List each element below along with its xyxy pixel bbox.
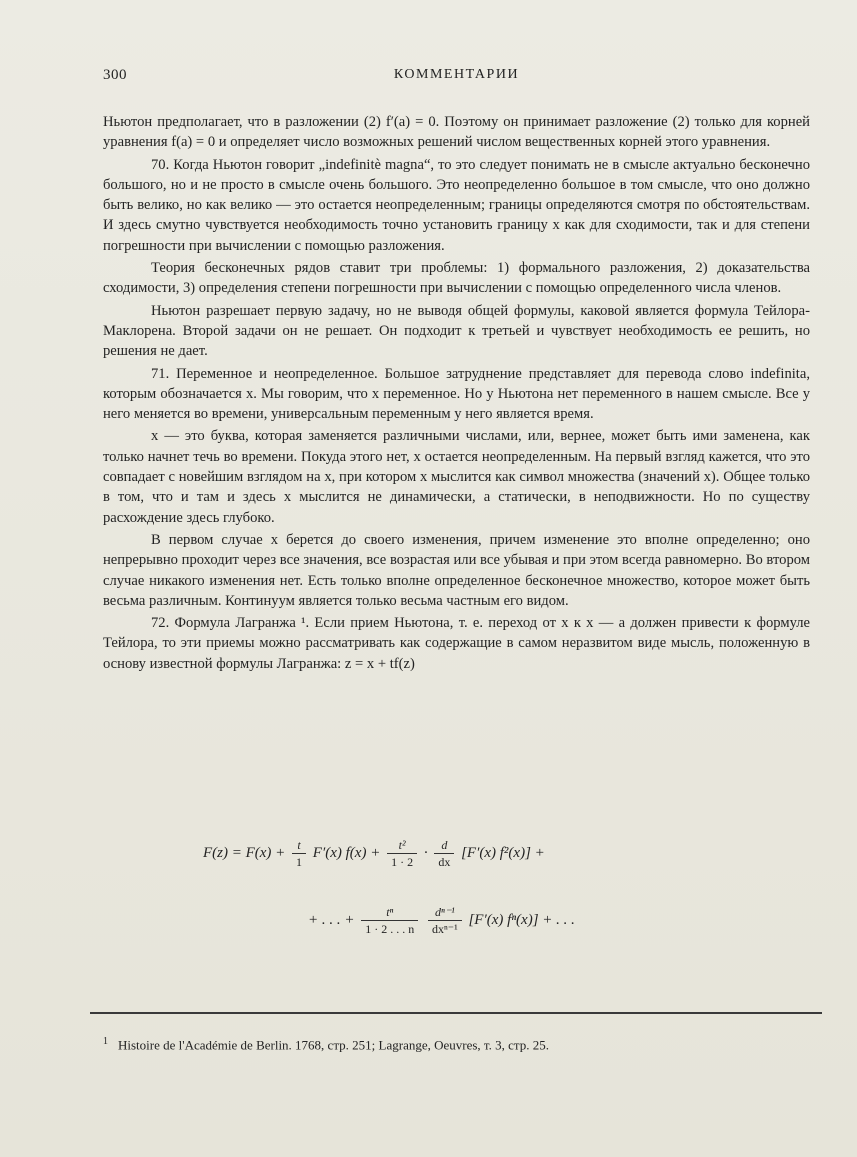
paragraph-intro: Ньютон предполагает, что в разложении (2) f′(a) = 0. Поэтому он принимает разложение (2) только для корней уравнения f(a) = 0 и определяет число возможных решений числом вещественных корней этого уравнения. (103, 114, 810, 151)
footnote (103, 1033, 810, 1054)
page-header (103, 67, 810, 91)
paragraph-newton-solution: Ньютон разрешает первую задачу, но не выводя общей формулы, каковой является формула Тейлора-Маклорена. Второй задачи он не решает. Он подходит к третьей и чувствует необходимость ее решить, но решения не дает. (103, 302, 810, 360)
formula-frac-t-1: $\frac{t}{1}$ (292, 837, 306, 870)
paragraph-70: 70. Когда Ньютон говорит „indefinitè magna“, то это следует понимать не в смысле актуально бесконечно большого, но и не просто в смысле очень большого. Это неопределенно большое в том смысле, что оно должно быть велико, но как велико — это остается неопределенным; границы определяются смотря по обстоятельствам. И здесь смутно чувствуется необходимость точно установить границу x как для сходимости, так и для степени погрешности при вычислении с помощью разложения. (103, 156, 810, 254)
paragraph-series-problems: Теория бесконечных рядов ставит три проблемы: 1) формального разложения, 2) доказательства сходимости, 3) определения степени погрешности при вычислении с помощью определенного числа членов. (103, 260, 810, 297)
paragraph-71: 71. Переменное и неопределенное. Большое затруднение представляет для перевода слово indefinita, которым обозначается x. Мы говорим, что x переменное. Но у Ньютона нет переменного в нашем смысле. Все у него меняется во времени, универсальным переменным у него является время. (103, 365, 810, 423)
paragraph-first-case: В первом случае x берется до своего изменения, причем изменение это вполне определенно; оно непрерывно проходит через все значения, все возрастая или все убывая и при этом всегда равномерно. Во втором случае никакого изменения нет. Есть только вполне определенное бесконечное множество, которое может быть весьма различным. Континуум является только весьма частным его видом. (103, 531, 810, 609)
formula-lhs: F(z) = F(x) + (203, 844, 286, 861)
lagrange-formula-line-2 (103, 900, 810, 960)
page-number: 300 (103, 67, 127, 83)
formula-mid: F′(x) f(x) + (312, 844, 381, 861)
formula-frac-tn: $\frac{\text{tⁿ}}{1 \cdot 2 . . . n}$ (361, 904, 418, 937)
formula-dot: · (423, 844, 428, 861)
lagrange-formula-line-1 (103, 833, 810, 893)
paragraph-72: 72. Формула Лагранжа ¹. Если прием Ньютона, т. е. переход от x к x — a должен привести к формуле Тейлора, то эти приемы можно рассматривать как содержащие в самом неразвитом виде мысль, положенную в основу известной формулы Лагранжа: z = x + tf(z) (103, 615, 810, 672)
footnote-text: Histoire de l'Académie de Berlin. 1768, стр. 251; Lagrange, Oeuvres, т. 3, стр. 25. (118, 1037, 549, 1053)
footnote-marker: 1 (103, 1036, 108, 1047)
formula-frac-t2-12: $\frac{\text{t²}}{1 \cdot 2}$ (387, 837, 417, 870)
paragraph-x-letter: x — это буква, которая заменяется различными числами, или, вернее, может быть ими заменена, как только начнет течь во времени. Покуда этого нет, x остается неопределенным. На первый взгляд кажется, что это совпадает с новейшим взглядом на x, при котором x мыслится как символ множества (значений x). Общее только в том, что и там и здесь x мыслится не динамически, а статически, в неподвижности. Но по существу расхождение здесь глубоко. (103, 428, 810, 526)
formula-rhs-2: [F′(x) fⁿ(x)] + . . . (468, 911, 575, 928)
main-text (103, 112, 810, 676)
formula-frac-d-dx: $\frac{d}{dx}$ (434, 837, 454, 870)
running-head: КОММЕНТАРИИ (393, 67, 520, 82)
formula-frac-dn: $\frac{\text{dⁿ⁻¹}}{\text{dxⁿ⁻¹}}$ (428, 904, 462, 937)
formula-lead: + . . . + (308, 911, 355, 928)
formula-rhs: [F′(x) f²(x)] + (461, 844, 545, 861)
footnote-rule (90, 1012, 822, 1014)
